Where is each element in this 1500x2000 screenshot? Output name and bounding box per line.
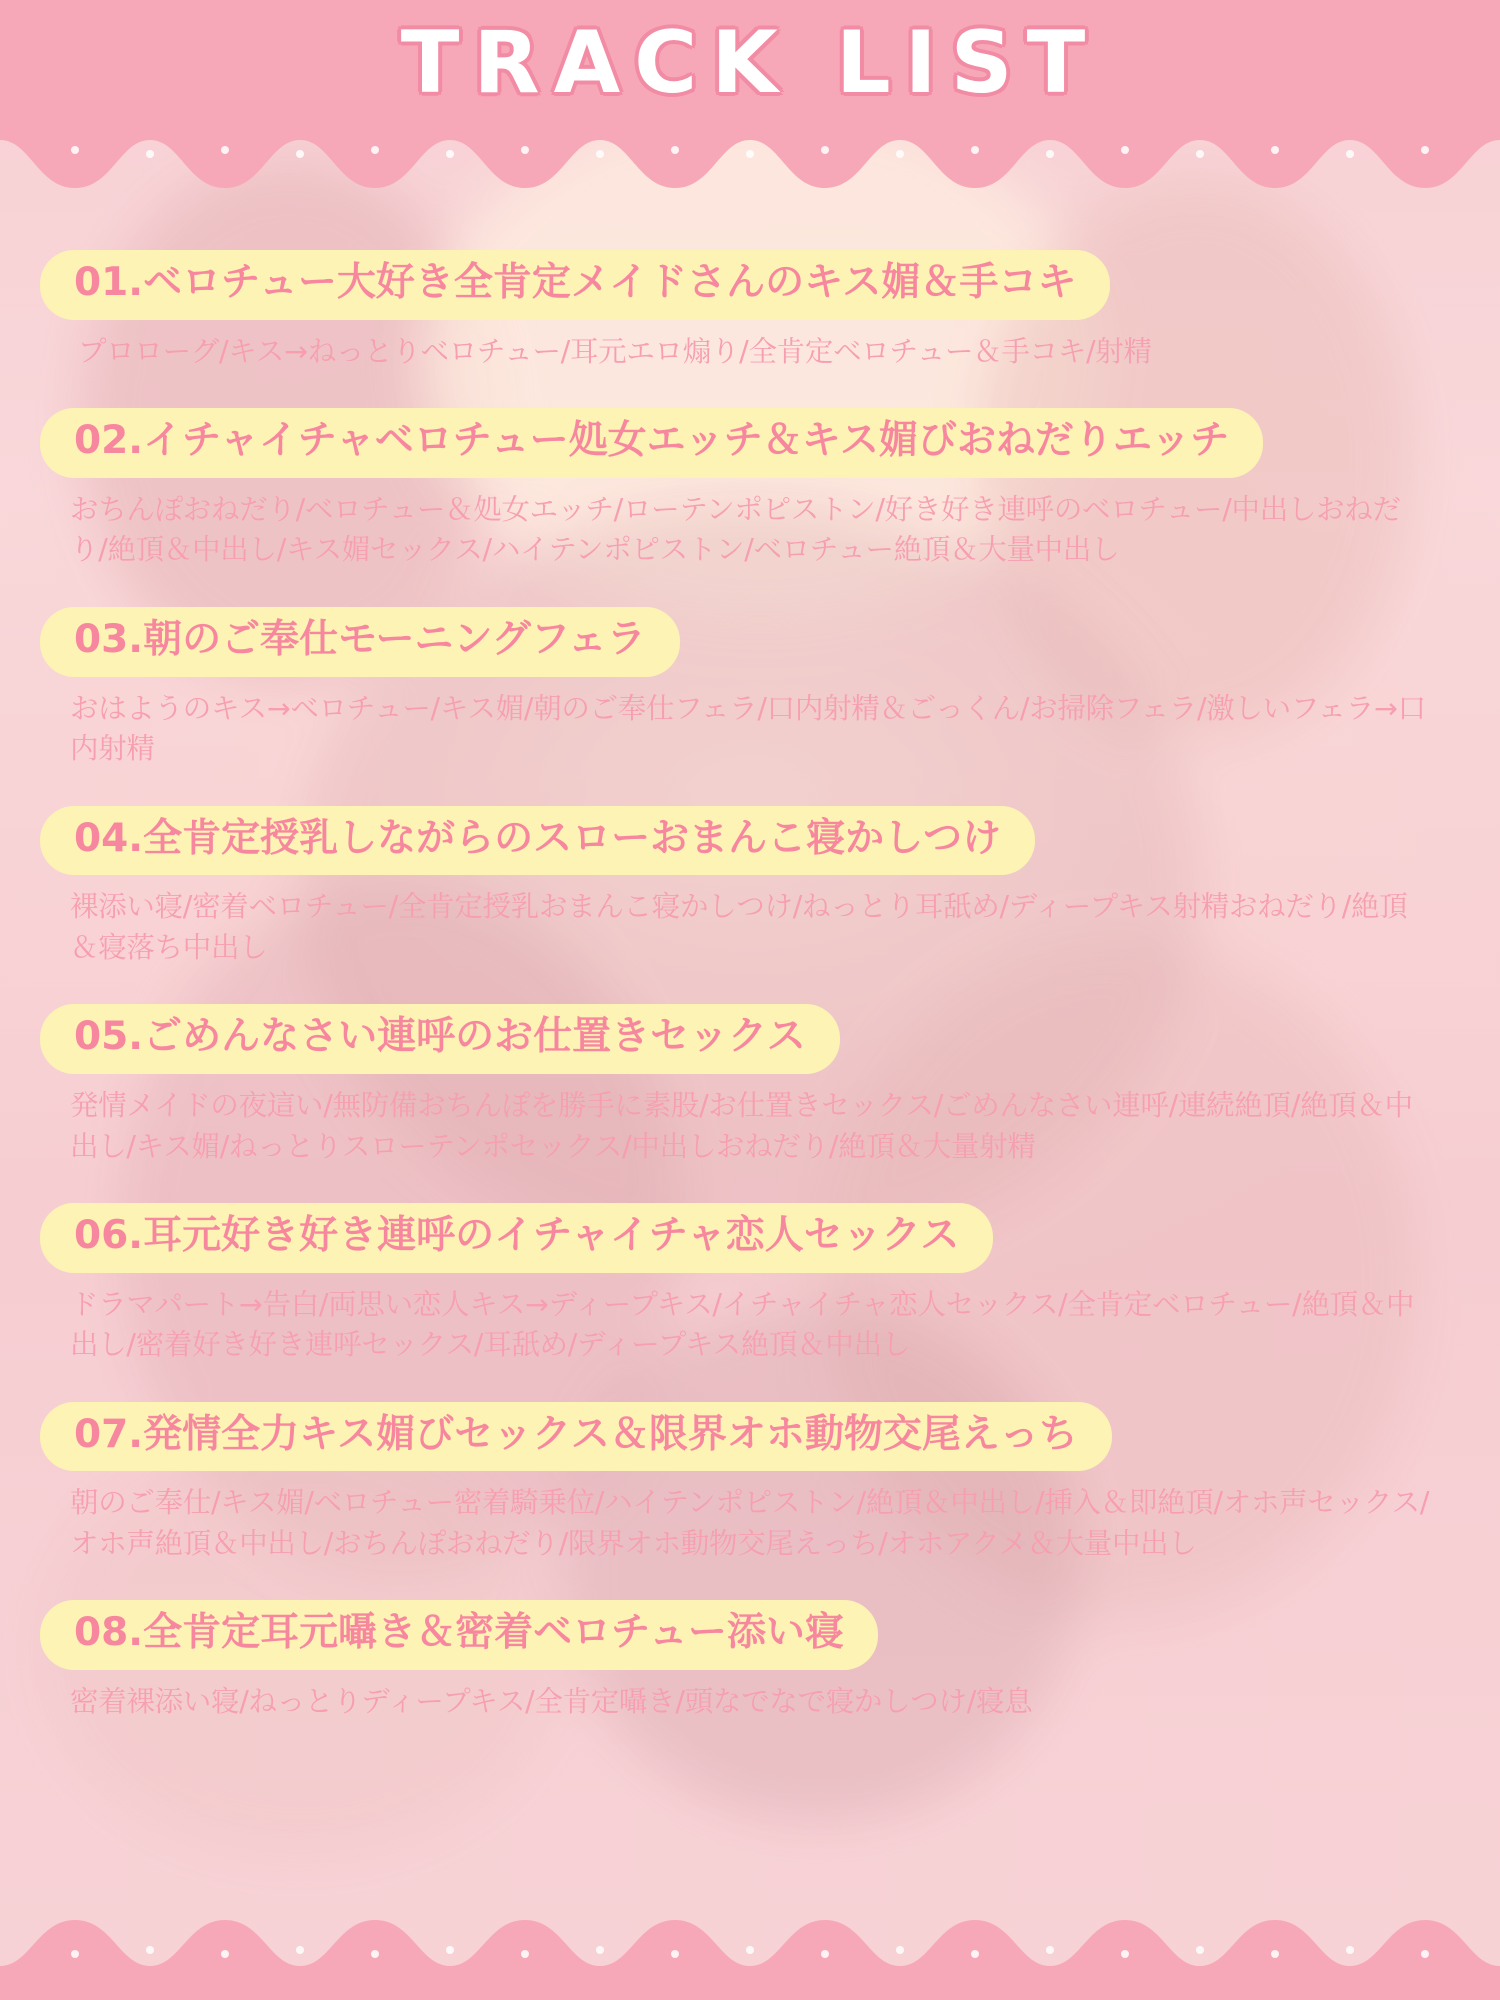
track-title-wrap — [0, 408, 1500, 478]
track-title: 01.ベロチュー大好き全肯定メイドさんのキス媚＆手コキ — [40, 250, 1110, 320]
track-item — [0, 408, 1500, 571]
track-detail: ドラマパート→告白/両思い恋人キス→ディープキス/イチャイチャ恋人セックス/全肯定ベロチュー/絶頂＆中出し/密着好き好き連呼セックス/耳舐め/ディープキス絶頂＆中出し — [70, 1287, 1415, 1362]
track-title: 06.耳元好き好き連呼のイチャイチャ恋人セックス — [40, 1203, 993, 1273]
track-title: 05.ごめんなさい連呼のお仕置きセックス — [40, 1004, 840, 1074]
track-item — [0, 1203, 1500, 1366]
track-title-wrap — [0, 1600, 1500, 1670]
track-item — [0, 1402, 1500, 1565]
page-title: TRACK LIST — [400, 13, 1100, 113]
track-title: 07.発情全力キス媚びセックス＆限界オホ動物交尾えっち — [40, 1402, 1112, 1472]
track-title: 02.イチャイチャベロチュー処女エッチ＆キス媚びおねだりエッチ — [40, 408, 1263, 478]
track-title-wrap — [0, 1004, 1500, 1074]
track-title-wrap — [0, 1203, 1500, 1273]
track-title-wrap — [0, 806, 1500, 876]
track-detail: おはようのキス→ベロチュー/キス媚/朝のご奉仕フェラ/口内射精＆ごっくん/お掃除フェラ/激しいフェラ→口内射精 — [70, 691, 1426, 766]
track-item — [0, 806, 1500, 969]
track-detail: 発情メイドの夜這い/無防備おちんぽを勝手に素股/お仕置きセックス/ごめんなさい連呼/連続絶頂/絶頂＆中出し/キス媚/ねっとりスローテンポセックス/中出しおねだり/絶頂＆大量射精 — [70, 1089, 1413, 1163]
track-item — [0, 250, 1500, 372]
track-item — [0, 1600, 1500, 1722]
track-title: 08.全肯定耳元囁き＆密着ベロチュー添い寝 — [40, 1600, 878, 1670]
track-title-wrap — [0, 607, 1500, 677]
track-item — [0, 1004, 1500, 1167]
track-detail: おちんぽおねだり/ベロチュー＆処女エッチ/ローテンポピストン/好き好き連呼のベロチュー/中出しおねだり/絶頂＆中出し/キス媚セックス/ハイテンポピストン/ベロチュー絶頂＆大量中出し — [70, 492, 1401, 567]
track-detail: 密着裸添い寝/ねっとりディープキス/全肯定囁き/頭なでなで寝かしつけ/寝息 — [70, 1685, 1033, 1719]
lace-border-bottom-icon — [0, 1920, 1500, 2000]
track-title: 03.朝のご奉仕モーニングフェラ — [40, 607, 680, 677]
track-detail: 朝のご奉仕/キス媚/ベロチュー密着騎乗位/ハイテンポピストン/絶頂＆中出し/挿入＆即絶頂/オホ声セックス/オホ声絶頂＆中出し/おちんぽおねだり/限界オホ動物交尾えっち/オホアクメ＆大量中出し — [70, 1486, 1430, 1560]
track-detail: プロローグ/キス→ねっとりベロチュー/耳元エロ煽り/全肯定ベロチュー＆手コキ/射精 — [78, 334, 1152, 368]
track-title: 04.全肯定授乳しながらのスローおまんこ寝かしつけ — [40, 806, 1035, 876]
track-title-wrap — [0, 250, 1500, 320]
track-detail: 裸添い寝/密着ベロチュー/全肯定授乳おまんこ寝かしつけ/ねっとり耳舐め/ディープキス射精おねだり/絶頂＆寝落ち中出し — [70, 890, 1408, 964]
track-list — [0, 250, 1500, 1759]
track-item — [0, 607, 1500, 770]
track-title-wrap — [0, 1402, 1500, 1472]
page-header — [0, 0, 1500, 140]
lace-border-top-icon — [0, 132, 1500, 188]
